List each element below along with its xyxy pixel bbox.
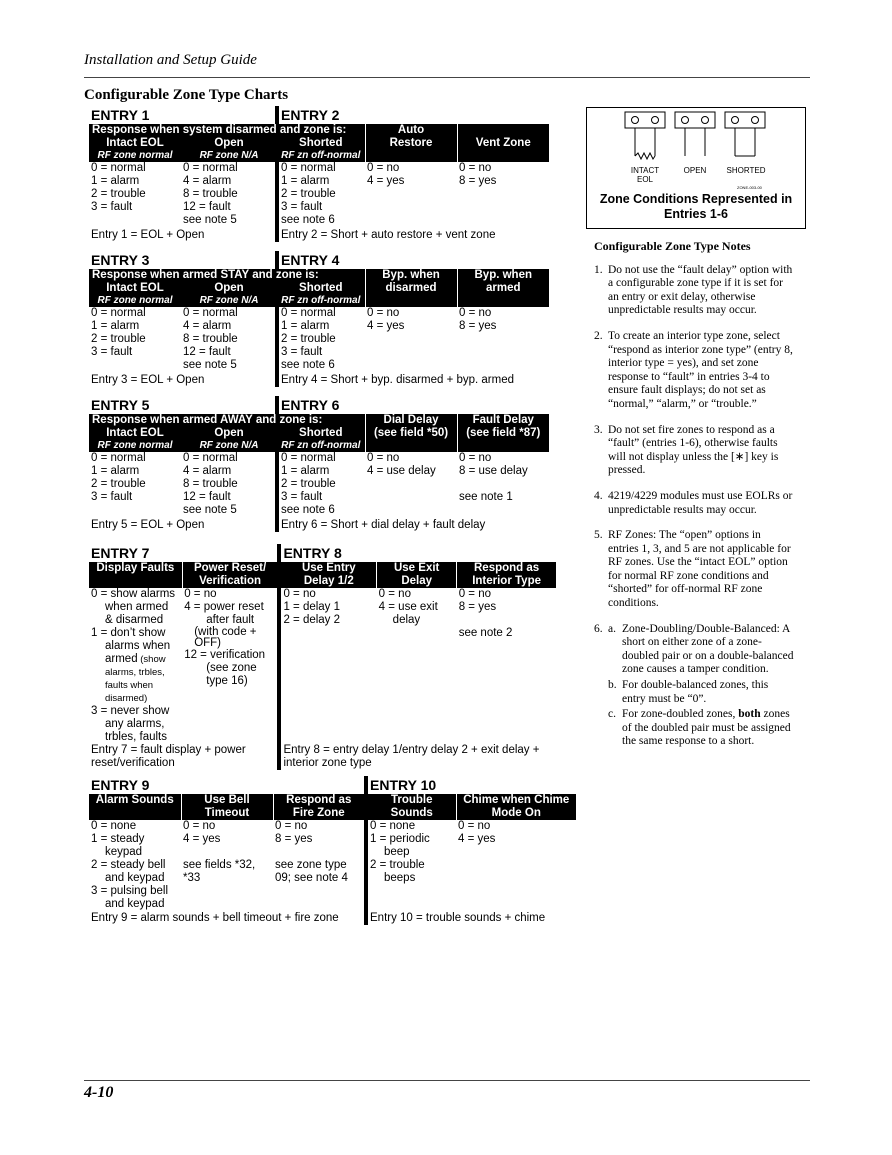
sub-text-bold: both (738, 708, 761, 721)
option-1: 1 = don’t show (91, 627, 166, 639)
entry-1-heading: ENTRY 1 (91, 107, 150, 123)
note-text: Do not set fire zones to respond as a “fault” (entries 1-6), otherwise faults will not display unless the [∗] key is pressed. (608, 423, 779, 477)
col-exit-delay: Use Exit Delay (377, 562, 457, 588)
values-vent-zone: 0 = no 8 = yes (459, 162, 497, 187)
col-chime: Chime when Chime Mode On (456, 794, 576, 820)
col-fault-delay: Fault Delay (see field *87) (457, 414, 549, 452)
sub-text: Zone-Doubling/Double-Balanced: A short on either zone of a zone-doubled pair or on a double-balanced zone causes a tamper condition. (622, 622, 794, 676)
header-rule (84, 77, 810, 78)
option-1: 1 = periodic (370, 833, 430, 845)
option-4-note: (with code + OFF) (194, 626, 257, 649)
sub-rf-na: RF zone N/A (181, 295, 277, 307)
zone-table-entries-7-8 (89, 544, 556, 770)
col-shorted: Shorted (277, 282, 365, 295)
note-number: 1. (594, 263, 603, 276)
option-1-detail: keypad (105, 846, 143, 858)
sub-text-end: zones of the doubled pair must be assigned the same response to a short. (622, 708, 791, 748)
values-dial-delay: 0 = no 4 = use delay (367, 452, 436, 477)
values-intact: 0 = normal 1 = alarm 2 = trouble 3 = fault (91, 307, 146, 358)
values-auto-restore: 0 = no 4 = yes (367, 162, 405, 187)
option-1-detail: beep (384, 846, 410, 858)
footer-rule (84, 1080, 810, 1081)
note-1 (594, 264, 794, 318)
note-6c (608, 708, 794, 749)
values-display-faults (89, 588, 182, 744)
values-shorted: 0 = normal 1 = alarm 2 = trouble 3 = fault see note 6 (277, 307, 365, 374)
values-open: 0 = normal 4 = alarm 8 = trouble 12 = fault see note 5 (183, 452, 238, 516)
option-0: 0 = no (184, 588, 217, 600)
note-5 (594, 529, 794, 611)
zone-table-entries-3-4 (89, 251, 549, 387)
col-display-faults: Display Faults (89, 562, 182, 588)
col-bypass-armed: Byp. when armed (457, 269, 549, 307)
entry-8-heading: ENTRY 8 (279, 544, 556, 562)
values-fire-zone: 0 = no 8 = yes see zone type 09; see note 4 (275, 820, 348, 884)
option-1-detail: alarms when armed (105, 640, 171, 665)
response-heading: Response when armed AWAY and zone is: (89, 414, 365, 427)
note-number: 4. (594, 489, 603, 502)
entry-6-heading: ENTRY 6 (277, 396, 549, 414)
diagram-caption: Zone Conditions Represented in Entries 1-6 (599, 192, 793, 221)
option-1: 1 = steady (91, 833, 145, 845)
exit-option-detail: delay (392, 614, 421, 626)
col-intact-eol: Intact EOL (89, 137, 181, 150)
values-fault-delay: 0 = no 8 = use delay see note 1 (459, 452, 528, 503)
notes-title: Configurable Zone Type Notes (594, 239, 751, 253)
entry-9-formula: Entry 9 = alarm sounds + bell timeout + fire zone (91, 912, 339, 924)
col-alarm-sounds: Alarm Sounds (89, 794, 181, 820)
entry-2-heading: ENTRY 2 (277, 106, 549, 124)
sub-rf-normal: RF zone normal (89, 295, 181, 307)
values-intact: 0 = normal 1 = alarm 2 = trouble 3 = fault (91, 452, 146, 503)
note-number: 5. (594, 529, 603, 542)
zone-table-entries-1-2 (89, 106, 549, 242)
entry-2-formula: Entry 2 = Short + auto restore + vent zone (277, 229, 549, 242)
note-4 (594, 490, 794, 517)
option-0: 0 = none (370, 820, 416, 832)
option-0: 0 = show alarms (91, 588, 176, 600)
col-power-reset: Power Reset/ Verification (182, 562, 279, 588)
option-3-detail: any alarms, trbles, faults (105, 718, 167, 743)
values-interior-type: 0 = no 8 = yes see note 2 (458, 588, 513, 639)
page-number: 4-10 (84, 1084, 114, 1101)
diagram-code: ZONE-003-00 (737, 185, 762, 190)
sub-rf-normal: RF zone normal (89, 150, 181, 162)
entry-6-formula: Entry 6 = Short + dial delay + fault delay (277, 519, 549, 532)
entry-1-formula: Entry 1 = EOL + Open (91, 229, 205, 241)
col-fire-zone: Respond as Fire Zone (273, 794, 366, 820)
entry-4-formula: Entry 4 = Short + byp. disarmed + byp. armed (277, 374, 549, 387)
col-open: Open (181, 282, 277, 295)
entry-7-heading: ENTRY 7 (91, 545, 150, 561)
values-alarm-sounds (89, 820, 181, 912)
col-intact-eol: Intact EOL (89, 427, 181, 440)
col-interior-type: Respond as Interior Type (457, 562, 556, 588)
note-6a (608, 623, 794, 677)
note-6 (594, 623, 794, 749)
entry-3-formula: Entry 3 = EOL + Open (91, 374, 205, 386)
sub-rf-na: RF zone N/A (181, 440, 277, 452)
values-intact: 0 = normal 1 = alarm 2 = trouble 3 = fault (91, 162, 146, 213)
option-1-note: (show alarms, trbles, faults when disarmed) (105, 654, 166, 704)
zone-type-notes (594, 240, 794, 761)
option-0: 0 = none (91, 820, 137, 832)
col-entry-delay: Use Entry Delay 1/2 (279, 562, 376, 588)
running-header: Installation and Setup Guide (84, 52, 257, 68)
col-trouble-sounds: Trouble Sounds (366, 794, 456, 820)
eol-resistor-icon (635, 153, 655, 159)
response-heading: Response when armed STAY and zone is: (89, 269, 365, 282)
label-open: OPEN (683, 166, 707, 175)
entry-5-formula: Entry 5 = EOL + Open (91, 519, 205, 531)
values-power-reset (182, 588, 279, 744)
values-bell-timeout: 0 = no 4 = yes see fields *32, *33 (183, 820, 256, 884)
entry-3-heading: ENTRY 3 (91, 252, 150, 268)
col-intact-eol: Intact EOL (89, 282, 181, 295)
col-open: Open (181, 137, 277, 150)
values-open: 0 = normal 4 = alarm 8 = trouble 12 = fault see note 5 (183, 307, 238, 371)
col-dial-delay: Dial Delay (see field *50) (365, 414, 457, 452)
values-trouble-sounds (366, 820, 456, 912)
values-bypass-armed: 0 = no 8 = yes (459, 307, 497, 332)
sub-label: b. (608, 679, 617, 692)
option-12-detail: (see zone type 16) (206, 662, 257, 687)
note-number: 3. (594, 423, 603, 436)
sub-rf-normal: RF zone normal (89, 440, 181, 452)
col-bypass-disarmed: Byp. when disarmed (365, 269, 457, 307)
zone-conditions-diagram (586, 107, 806, 229)
option-3: 3 = never show (91, 705, 170, 717)
option-2: 2 = trouble (370, 859, 425, 871)
sub-rf-na: RF zone N/A (181, 150, 277, 162)
option-4: 4 = power reset (184, 601, 264, 613)
values-open: 0 = normal 4 = alarm 8 = trouble 12 = fault see note 5 (183, 162, 238, 226)
note-text: 4219/4229 modules must use EOLRs or unpredictable results may occur. (608, 489, 793, 516)
label-intact-eol: INTACT EOL (630, 166, 660, 184)
values-shorted: 0 = normal 1 = alarm 2 = trouble 3 = fault see note 6 (277, 452, 365, 519)
option-4-detail: after fault (206, 614, 255, 626)
response-heading: Response when system disarmed and zone is: (89, 124, 365, 137)
values-exit-delay (377, 588, 457, 744)
col-vent-zone: Vent Zone (457, 124, 549, 162)
option-2-detail: beeps (384, 872, 416, 884)
entry-9-heading: ENTRY 9 (91, 777, 150, 793)
note-2 (594, 330, 794, 412)
entry-5-heading: ENTRY 5 (91, 397, 150, 413)
option-3-detail: and keypad (105, 898, 165, 910)
note-text: Do not use the “fault delay” option with a configurable zone type if it is set for an entry or exit delay, otherwise unpredictable results may occur. (608, 263, 793, 317)
sub-rf-off-normal: RF zn off-normal (277, 440, 365, 452)
entry-8-formula: Entry 8 = entry delay 1/entry delay 2 + exit delay + interior zone type (279, 744, 556, 770)
option-3: 3 = pulsing bell (91, 885, 169, 897)
sub-rf-off-normal: RF zn off-normal (277, 150, 365, 162)
note-number: 2. (594, 329, 603, 342)
col-open: Open (181, 427, 277, 440)
option-2: 2 = steady bell (91, 859, 166, 871)
col-shorted: Shorted (277, 427, 365, 440)
col-auto-restore: Auto Restore (365, 124, 457, 162)
values-entry-delay: 0 = no 1 = delay 1 2 = delay 2 (279, 588, 376, 744)
sub-label: a. (608, 622, 616, 635)
note-6b (608, 679, 794, 706)
values-bypass-disarmed: 0 = no 4 = yes (367, 307, 405, 332)
note-number: 6. (594, 622, 603, 635)
zone-table-entries-5-6 (89, 396, 549, 532)
note-text: RF Zones: The “open” options in entries 1, 3, and 5 are not applicable for RF zones. Use the “intact EOL” option for normal RF zone conditions and “shorted” for off-normal RF zone conditions. (608, 529, 791, 610)
entry-10-formula: Entry 10 = trouble sounds + chime (366, 912, 576, 925)
option-0-detail: when armed & disarmed (105, 601, 169, 626)
label-shorted: SHORTED (726, 166, 766, 175)
option-2-detail: and keypad (105, 872, 165, 884)
section-title: Configurable Zone Type Charts (84, 87, 289, 103)
values-chime: 0 = no 4 = yes (458, 820, 496, 845)
note-3 (594, 424, 794, 478)
sub-text: For double-balanced zones, this entry must be “0”. (622, 679, 769, 705)
sub-label: c. (608, 708, 616, 721)
entry-4-heading: ENTRY 4 (277, 251, 549, 269)
sub-text: For zone-doubled zones, (622, 708, 739, 721)
col-shorted: Shorted (277, 137, 365, 150)
option-12: 12 = verification (184, 649, 266, 661)
sub-rf-off-normal: RF zn off-normal (277, 295, 365, 307)
note-text: To create an interior type zone, select “respond as interior zone type” (entry 8, interior type = yes), and set zone response to “fault” in entries 3-4 to ensure fault displays; do not set as “normal,” “alarm,” or “trouble.” (608, 329, 793, 410)
zone-table-entries-9-10 (89, 776, 576, 925)
entry-7-formula: Entry 7 = fault display + power reset/verification (91, 744, 246, 769)
entry-10-heading: ENTRY 10 (366, 776, 576, 794)
values-shorted: 0 = normal 1 = alarm 2 = trouble 3 = fault see note 6 (277, 162, 365, 229)
exit-options: 0 = no 4 = use exit (378, 588, 438, 613)
col-bell-timeout: Use Bell Timeout (181, 794, 273, 820)
